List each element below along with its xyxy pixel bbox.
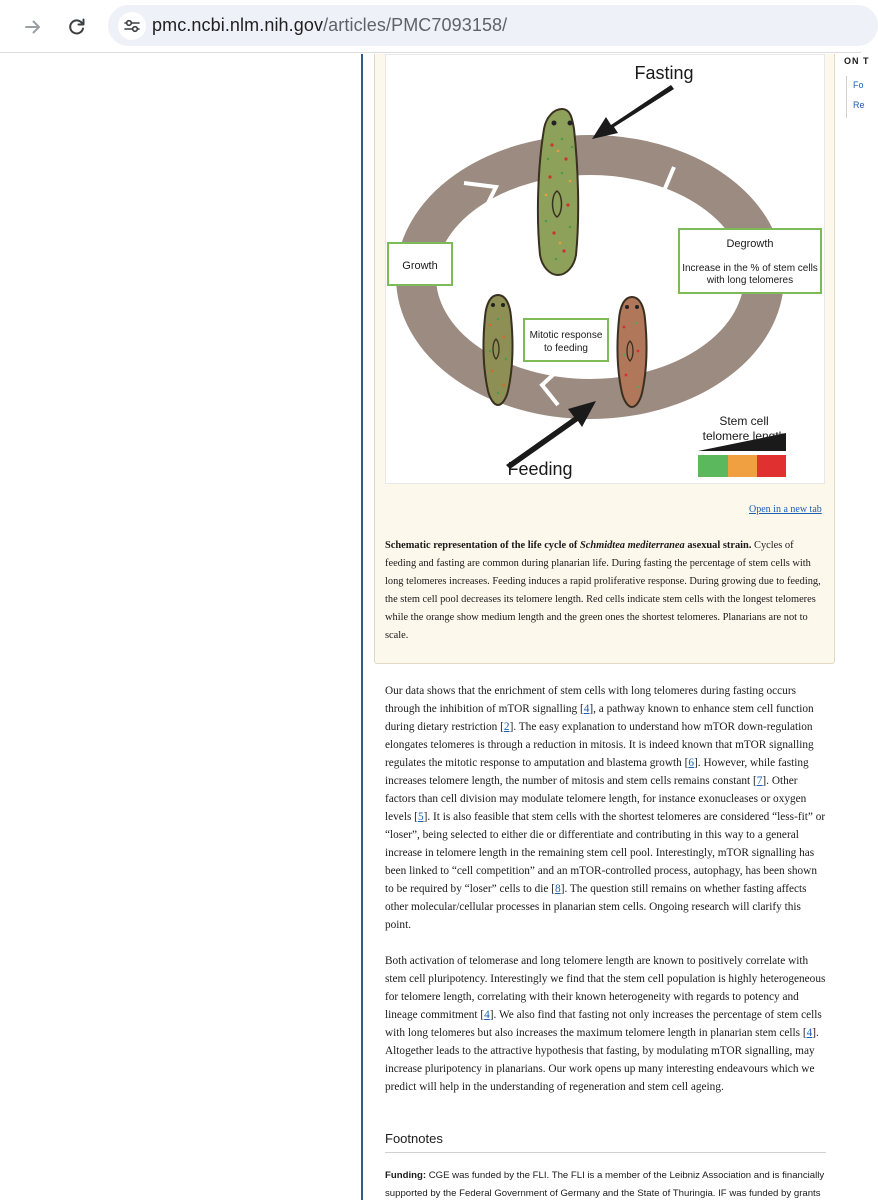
funding-label: Funding: <box>385 1170 427 1181</box>
citation-link[interactable]: 7 <box>756 775 763 787</box>
legend-swatch-red <box>757 455 786 477</box>
planarian-small-right <box>618 297 647 407</box>
body-paragraph-2: Both activation of telomerase and long telomere length are known to positively correlate with stem cell pluripotency. Interestingly we find that the stem cell population is highly heterogeneous for telomere length, correlating with their known heterogeneity with regards to potency and lineage commitment [4]. We also find that fasting not only increases the percentage of stem cells with long telomeres but also increases the maximum telomere length in planarian stem cells [4]. Altogether leads to the attractive hypothesis that fasting, by modulating mTOR signalling, may increase pluripotency in planarians. Our work opens up many interesting endeavours which we predict will help in the understanding of regeneration and stem cell ageing. <box>385 955 826 1093</box>
figure-image[interactable] <box>385 54 825 484</box>
degrowth-label: Degrowth <box>726 238 774 250</box>
citation-link[interactable]: 5 <box>417 811 424 823</box>
on-this-page-rule <box>846 76 847 118</box>
left-column-divider <box>361 54 363 1200</box>
open-in-new-tab-link[interactable]: Open in a new tab <box>749 504 822 515</box>
arrow-right-icon <box>23 17 43 37</box>
url-text[interactable] <box>152 15 507 36</box>
fasting-label: Fasting <box>634 63 694 83</box>
mitotic-line1: Mitotic response <box>529 330 603 341</box>
body-paragraph-1: Our data shows that the enrichment of stem cells with long telomeres during fasting occurs through the inhibition of mTOR signalling [4], a pathway known to enhance stem cell function during dietary restriction [2]. The easy explanation to understand how mTOR down-regulation elongates telomeres is through a reduction in mitosis. It is indeed known that mTOR signalling regulates the mitotic response to amputation and blastema growth [6]. However, while fasting increases telomere length, the number of mitosis and stem cells remains constant [7]. Other factors than cell division may modulate telomere length, for instance exonucleases or oxygen levels [5]. It is also feasible that stem cells with the shortest telomeres are considered “less-fit” or “loser”, being selected to either die or differentiate and contributing in this way to a general increase in telomere length in the remaining stem cell pool. Interestingly, mTOR signalling has been linked to “cell competition” and an mTOR-controlled process, autophagy, has been shown to be required by “loser” cells to die [8]. The question still remains on whether fasting affects other molecular/cellular processes in planarian stem cells. Ongoing research will clarify this point. <box>385 685 826 931</box>
on-this-page-link[interactable]: Re <box>853 100 865 110</box>
citation-link[interactable]: 4 <box>583 703 590 715</box>
citation-link[interactable]: 8 <box>555 883 561 895</box>
url-path: /articles/PMC7093158/ <box>323 15 508 35</box>
legend-swatch-green <box>698 455 728 477</box>
legend-swatch-orange <box>728 455 757 477</box>
forward-button[interactable] <box>18 12 48 42</box>
mitotic-line2: to feeding <box>544 343 588 354</box>
caption-species: Schmidtea mediterranea <box>579 540 685 551</box>
footnotes-heading: Footnotes <box>385 1131 826 1153</box>
figure-caption <box>385 537 825 645</box>
legend-title-line2: telomere length <box>702 429 786 443</box>
url-host: pmc.ncbi.nlm.nih.gov <box>152 15 324 35</box>
on-this-page-heading: ON T <box>844 56 870 66</box>
reload-icon <box>67 17 87 37</box>
citation-link[interactable]: 4 <box>806 1027 813 1039</box>
fasting-arrow <box>592 85 674 139</box>
degrowth-detail-line2: with long telomeres <box>706 275 794 286</box>
citation-link[interactable]: 6 <box>688 757 695 769</box>
degrowth-detail-line1: Increase in the % of stem cells <box>682 263 818 274</box>
citation-link[interactable]: 4 <box>484 1009 490 1021</box>
address-bar[interactable] <box>108 5 878 46</box>
on-this-page-link[interactable]: Fo <box>853 80 864 90</box>
caption-title: Schematic representation of the life cycle of Schmidtea mediterranea asexual strain. <box>385 540 752 551</box>
caption-body: Cycles of feeding and fasting are common during planarian life. During fasting the percentage of stem cells with long telomeres increases. Feeding induces a rapid proliferative response. During growing due to feeding, the stem cell pool decreases its telomere length. Red cells indicate stem cells with the longest telomeres while the orange show medium length and the green ones the shortest telomeres. Planarians are not to scale. <box>385 540 821 641</box>
planarian-small-left <box>484 295 513 405</box>
reload-button[interactable] <box>62 12 92 42</box>
planarian-large <box>538 109 578 275</box>
funding-footnote <box>385 1167 826 1203</box>
growth-label: Growth <box>402 260 438 272</box>
site-settings-icon[interactable] <box>118 12 146 40</box>
citation-link[interactable]: 2 <box>503 721 510 733</box>
funding-text: CGE was funded by the FLI. The FLI is a member of the Leibniz Association and is financially supported by the Federal Government of Germany and the State of Thuringia. IF was funded by grants <box>385 1170 825 1199</box>
legend-title-line1: Stem cell <box>719 414 769 428</box>
feeding-label: Feeding <box>507 459 573 479</box>
browser-toolbar <box>0 0 861 53</box>
